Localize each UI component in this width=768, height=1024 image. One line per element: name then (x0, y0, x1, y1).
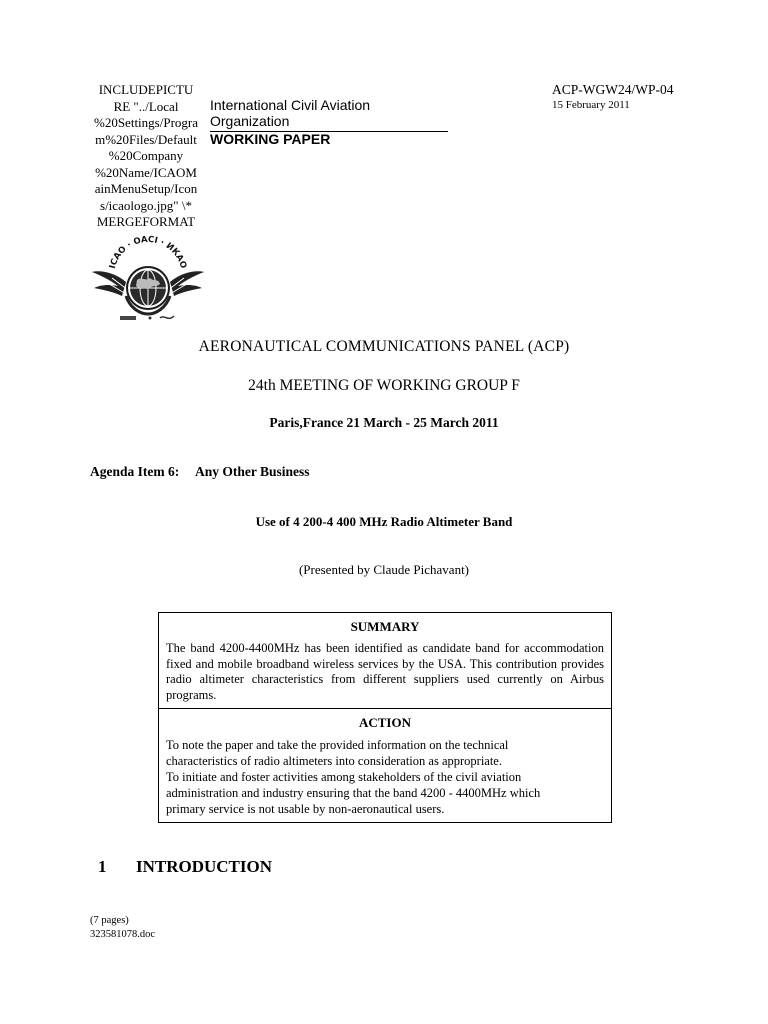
agenda-label: Agenda Item 6: (90, 464, 180, 479)
field-code-line: s/icaologo.jpg" \* (100, 197, 192, 213)
field-code-line: %20Settings/Progra (94, 115, 198, 130)
field-code-line: %20Company (108, 148, 184, 163)
organization-name: International Civil Aviation Organization (210, 97, 448, 132)
logo-text: ICAO · OACI · ИКАО (107, 234, 189, 270)
section-number: 1 (98, 857, 107, 876)
section-title: INTRODUCTION (136, 857, 273, 876)
page-count: (7 pages) (90, 915, 129, 926)
icao-logo (90, 232, 206, 324)
action-line: To note the paper and take the provided information on the technical (166, 738, 509, 752)
field-code-line: m%20Files/Default (95, 131, 197, 147)
field-code-line: INCLUDEPICTU (98, 82, 194, 97)
field-code-line: %20Name/ICAOM (95, 164, 197, 180)
meeting-title: 24th MEETING OF WORKING GROUP F (248, 377, 520, 394)
footer (90, 914, 155, 942)
action-line: primary service is not usable by non-aeronautical users. (166, 802, 445, 816)
panel-title: AERONAUTICAL COMMUNICATIONS PANEL (ACP) (198, 338, 570, 355)
action-heading: ACTION (358, 715, 411, 730)
field-code-line: MERGEFORMAT (96, 214, 196, 229)
meeting-venue: Paris,France 21 March - 25 March 2011 (269, 415, 499, 430)
field-code-line: ainMenuSetup/Icon (94, 181, 198, 196)
action-line: characteristics of radio altimeters into consideration as appropriate. (166, 754, 502, 768)
agenda-text: Any Other Business (195, 464, 310, 479)
summary-heading: SUMMARY (350, 619, 420, 634)
document-reference: ACP-WGW24/WP-04 (552, 82, 674, 97)
document-date: 15 February 2011 (552, 99, 630, 111)
summary-text: The band 4200-4400MHz has been identified as candidate band for accommodation fixed and mobile broadband wireless services by the USA. This contribution provides radio altimeter characteristics from different suppliers used currently on Airbus programs. (166, 641, 604, 702)
file-name: 323581078.doc (90, 929, 156, 940)
action-line: administration and industry ensuring that the band 4200 - 4400MHz which (166, 786, 541, 800)
action-section (159, 708, 611, 822)
presenter: (Presented by Claude Pichavant) (298, 562, 470, 577)
action-text (166, 737, 604, 817)
summary-section (159, 613, 611, 708)
agenda-item (90, 464, 310, 480)
section-heading (98, 857, 272, 877)
field-code-line: RE "../Local (113, 98, 179, 114)
svg-text:ICAO · OACI · ИКАО (108, 235, 188, 270)
action-line: To initiate and foster activities among stakeholders of the civil aviation (166, 770, 522, 784)
paper-subject: Use of 4 200-4 400 MHz Radio Altimeter Band (255, 514, 513, 529)
image-field-code (86, 82, 206, 231)
summary-action-table (158, 612, 612, 823)
paper-type: WORKING PAPER (210, 131, 331, 147)
